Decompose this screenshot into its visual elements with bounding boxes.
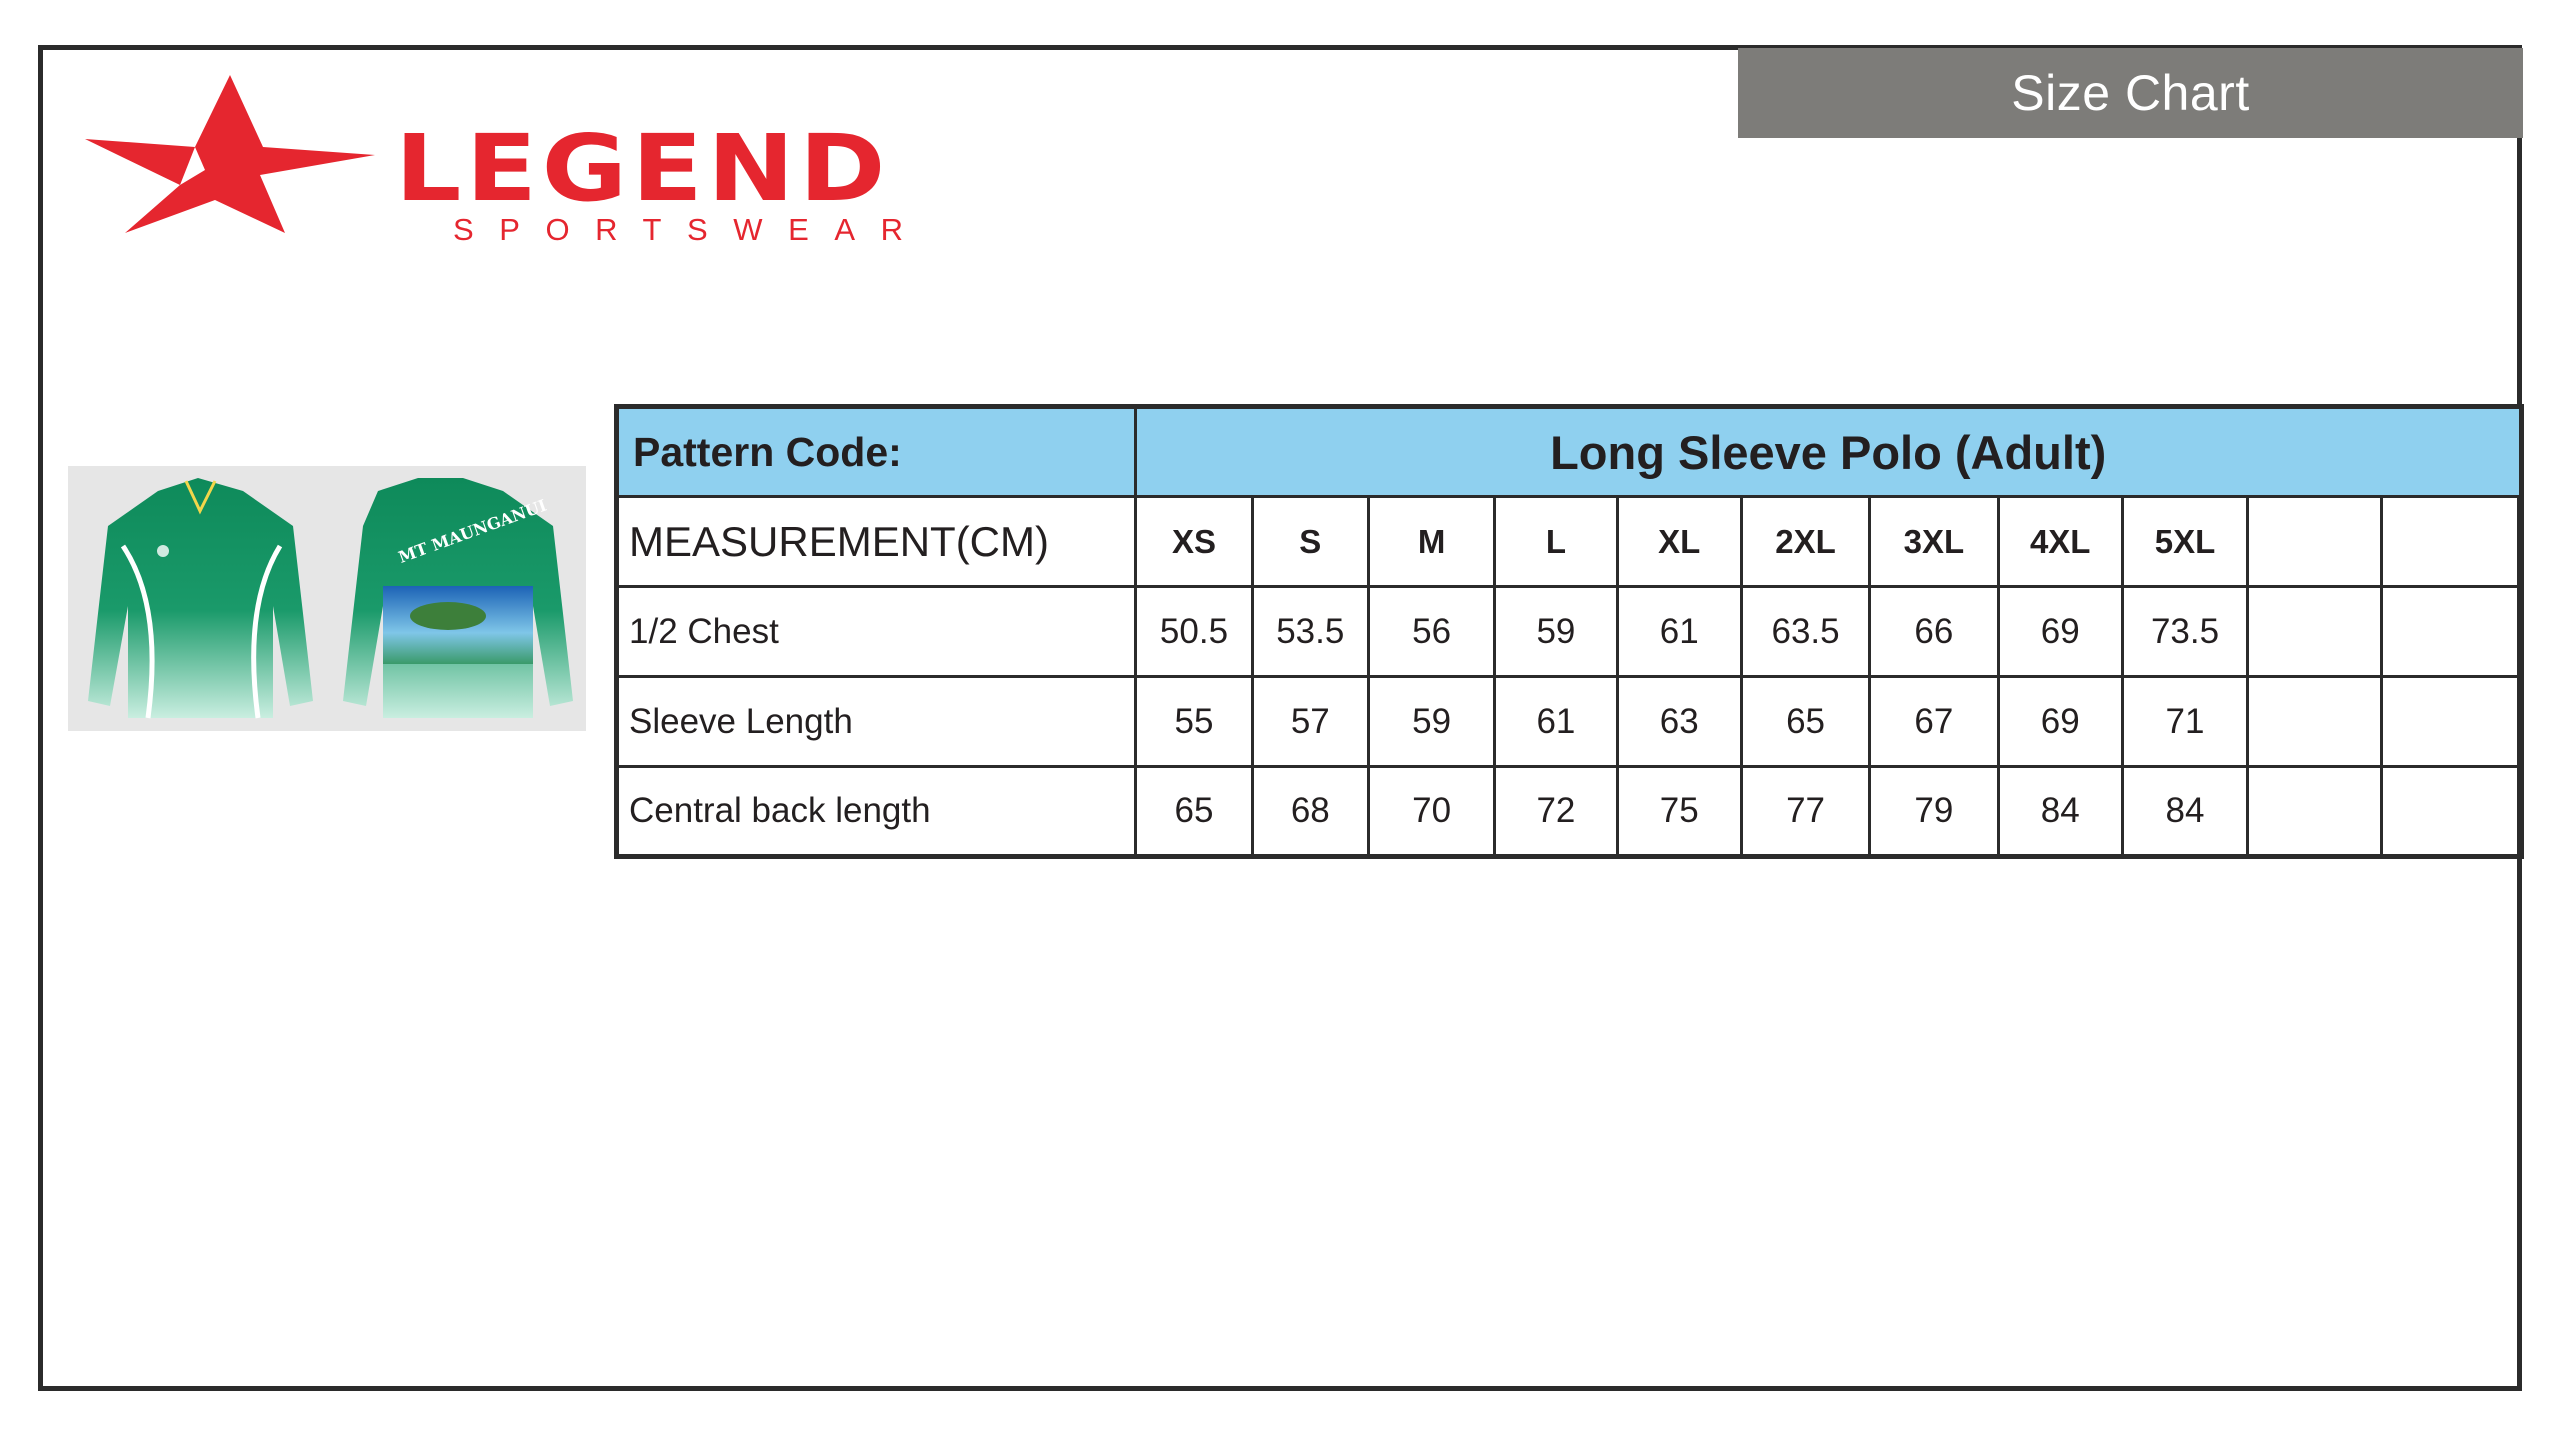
size-header: M <box>1368 497 1494 587</box>
row-label: Central back length <box>617 767 1136 857</box>
table-cell: 75 <box>1617 767 1741 857</box>
pattern-code-label: Pattern Code: <box>617 407 1136 497</box>
table-cell <box>2381 587 2521 677</box>
size-chart-title: Size Chart <box>2011 65 2250 121</box>
table-row <box>617 767 2522 857</box>
table-cell: 84 <box>1998 767 2122 857</box>
table-cell: 68 <box>1252 767 1368 857</box>
measurement-label: MEASUREMENT(CM) <box>617 497 1136 587</box>
size-header <box>2248 497 2381 587</box>
table-cell: 73.5 <box>2122 587 2247 677</box>
table-cell <box>2381 677 2521 767</box>
brand-tagline: SPORTSWEAR <box>453 212 903 247</box>
table-cell: 84 <box>2122 767 2247 857</box>
size-table <box>614 404 2524 859</box>
table-cell: 77 <box>1741 767 1869 857</box>
table-cell: 72 <box>1495 767 1617 857</box>
row-label: 1/2 Chest <box>617 587 1136 677</box>
brand-name: LEGEND <box>395 115 890 222</box>
table-cell: 70 <box>1368 767 1494 857</box>
table-cell: 65 <box>1741 677 1869 767</box>
table-cell <box>2381 767 2521 857</box>
table-cell: 61 <box>1495 677 1617 767</box>
table-cell <box>2248 677 2381 767</box>
table-row <box>617 587 2522 677</box>
table-cell: 79 <box>1870 767 1998 857</box>
row-label: Sleeve Length <box>617 677 1136 767</box>
size-row <box>617 497 2522 587</box>
size-header: XL <box>1617 497 1741 587</box>
table-cell: 59 <box>1495 587 1617 677</box>
table-cell: 67 <box>1870 677 1998 767</box>
table-cell: 66 <box>1870 587 1998 677</box>
table-cell: 53.5 <box>1252 587 1368 677</box>
table-cell: 59 <box>1368 677 1494 767</box>
table-cell: 57 <box>1252 677 1368 767</box>
table-cell: 65 <box>1136 767 1252 857</box>
table-cell: 56 <box>1368 587 1494 677</box>
star-logo-icon <box>85 75 903 250</box>
product-image <box>68 466 586 731</box>
table-cell: 63 <box>1617 677 1741 767</box>
size-header <box>2381 497 2521 587</box>
table-row <box>617 677 2522 767</box>
table-cell <box>2248 587 2381 677</box>
table-cell: 50.5 <box>1136 587 1252 677</box>
shirt-text: MT MAUNGANUI <box>395 495 550 567</box>
size-header: XS <box>1136 497 1252 587</box>
size-header: 5XL <box>2122 497 2247 587</box>
table-cell: 63.5 <box>1741 587 1869 677</box>
size-header: 2XL <box>1741 497 1869 587</box>
table-cell: 61 <box>1617 587 1741 677</box>
table-cell: 69 <box>1998 677 2122 767</box>
table-cell: 71 <box>2122 677 2247 767</box>
table-header-row <box>617 407 2522 497</box>
size-header: S <box>1252 497 1368 587</box>
table-cell: 69 <box>1998 587 2122 677</box>
size-header: 3XL <box>1870 497 1998 587</box>
size-chart-banner <box>1738 48 2523 138</box>
legend-logo <box>85 75 903 250</box>
table-cell <box>2248 767 2381 857</box>
size-header: L <box>1495 497 1617 587</box>
size-header: 4XL <box>1998 497 2122 587</box>
product-title: Long Sleeve Polo (Adult) <box>1136 407 2522 497</box>
table-cell: 55 <box>1136 677 1252 767</box>
